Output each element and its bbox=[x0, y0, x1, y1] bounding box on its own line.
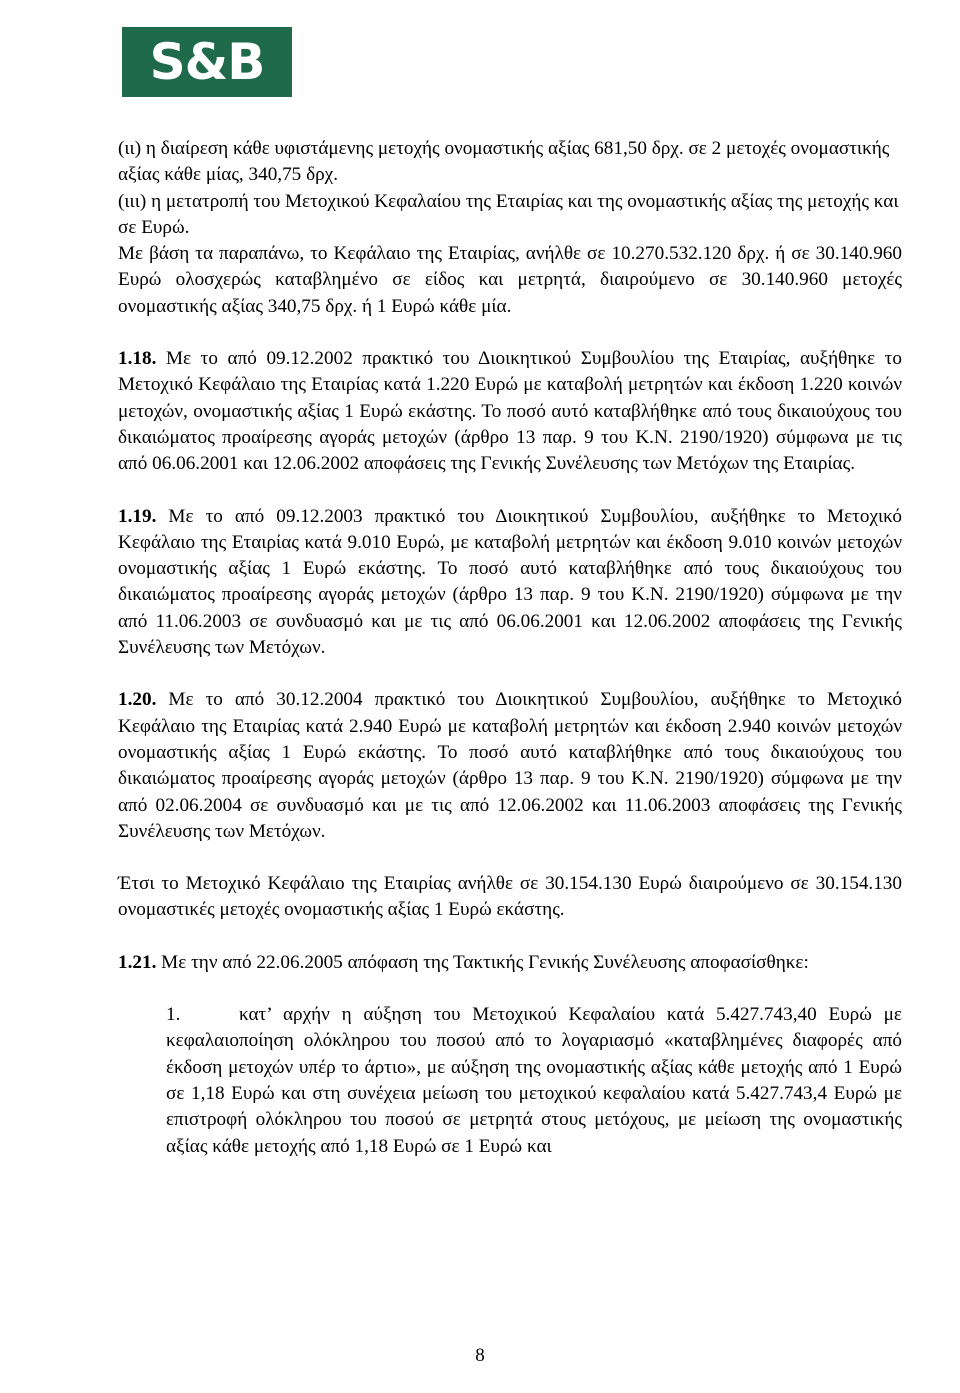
list-item-number: 1. bbox=[166, 1004, 181, 1026]
section-1-20 bbox=[118, 687, 902, 845]
section-number: 1.19. bbox=[118, 505, 157, 527]
section-1-19 bbox=[118, 504, 902, 662]
page-number: 8 bbox=[475, 1345, 485, 1366]
logo-text: S&B bbox=[149, 33, 265, 91]
section-text: Με το από 30.12.2004 πρακτικό του Διοικητικού Συμβουλίου, αυξήθηκε το Μετοχικό Κεφάλαιο της Εταιρίας κατά 2.940 Ευρώ με καταβολή μετρητών και έκδοση 2.940 κοινών μετοχών ονομαστικής αξίας 1 Ευρώ εκάστης. Το ποσό αυτό καταβλήθηκε από τους δικαιούχους του δικαιώματος προαίρεσης αγοράς μετοχών (άρθρο 13 παρ. 9 του Κ.Ν. 2190/1920) σύμφωνα με την από 02.06.2004 σε συνδυασμό και με τις από 12.06.2002 και 11.06.2003 αποφάσεις της Γενικής Συνέλευσης των Μετόχων. bbox=[118, 689, 902, 842]
section-1-21 bbox=[118, 950, 902, 976]
section-number: 1.18. bbox=[118, 348, 157, 370]
paragraph-split-shares: (ιι) η διαίρεση κάθε υφιστάμενης μετοχής ονομαστικής αξίας 681,50 δρχ. σε 2 μετοχές ονομαστικής αξίας κάθε μίας, 340,75 δρχ. bbox=[118, 138, 890, 186]
company-logo bbox=[122, 27, 292, 97]
section-number: 1.20. bbox=[118, 689, 157, 711]
paragraph-summary: Έτσι το Μετοχικό Κεφάλαιο της Εταιρίας ανήλθε σε 30.154.130 Ευρώ διαιρούμενο σε 30.154.130 ονομαστικές μετοχές ονομαστικής αξίας 1 Ευρώ εκάστης. bbox=[118, 873, 902, 921]
section-text: Με το από 09.12.2003 πρακτικό του Διοικητικού Συμβουλίου, αυξήθηκε το Μετοχικό Κεφάλαιο της Εταιρίας κατά 9.010 Ευρώ, με καταβολή μετρητών και έκδοση 9.010 κοινών μετοχών ονομαστικής αξίας 1 Ευρώ εκάστης. Το ποσό αυτό καταβλήθηκε από τους δικαιούχους του δικαιώματος προαίρεσης αγοράς μετοχών (άρθρο 13 παρ. 9 του Κ.Ν. 2190/1920) σύμφωνα με την από 11.06.2003 σε συνδυασμό και με τις από 06.06.2001 και 12.06.2002 αποφάσεις της Γενικής Συνέλευσης των Μετόχων. bbox=[118, 505, 902, 659]
paragraph-capital-result: Με βάση τα παραπάνω, το Κεφάλαιο της Εταιρίας, ανήλθε σε 10.270.532.120 δρχ. ή σε 30.140.960 Ευρώ ολοσχερώς καταβλημένο σε είδος και μετρητά, διαιρούμενο σε 30.140.960 μετοχές ονομαστικής αξίας 340,75 δρχ. ή 1 Ευρώ κάθε μία. bbox=[118, 243, 902, 317]
paragraph-euro-conversion: (ιιι) η μετατροπή του Μετοχικού Κεφαλαίου της Εταιρίας και της ονομαστικής αξίας της μετοχής και σε Ευρώ. bbox=[118, 190, 899, 238]
list-item-text: κατ’ αρχήν η αύξηση του Μετοχικού Κεφαλαίου κατά 5.427.743,40 Ευρώ με κεφαλαιοποίηση ολόκληρου του ποσού από το λογαριασμό «καταβλημένες διαφορές από έκδοση μετοχών υπέρ το άρτιο», με αύξηση της ονομαστικής αξίας κάθε μετοχής από 1 Ευρώ σε 1,18 Ευρώ και στη συνέχεια μείωση του μετοχικού κεφαλαίου κατά 5.427.743,4 Ευρώ με επιστροφή ολόκληρου του ποσού σε μετρητά στους μετόχους, με μείωση της ονομαστικής αξίας κάθε μετοχής από 1,18 Ευρώ σε 1 Ευρώ και bbox=[166, 1004, 902, 1157]
document-body bbox=[118, 136, 902, 1160]
section-text: Με το από 09.12.2002 πρακτικό του Διοικητικού Συμβουλίου της Εταιρίας, αυξήθηκε το Μετοχικό Κεφάλαιο της Εταιρίας κατά 1.220 Ευρώ με καταβολή μετρητών και έκδοση 1.220 κοινών μετοχών, ονομαστικής αξίας 1 Ευρώ εκάστης. Το ποσό αυτό καταβλήθηκε από τους δικαιούχους του δικαιώματος προαίρεσης αγοράς μετοχών (άρθρο 13 παρ. 9 του Κ.Ν. 2190/1920) σύμφωνα με τις από 06.06.2001 και 12.06.2002 αποφάσεις της Γενικής Συνέλευσης των Μετόχων της Εταιρίας. bbox=[118, 348, 902, 475]
section-number: 1.21. bbox=[118, 951, 157, 973]
section-text: Με την από 22.06.2005 απόφαση της Τακτικής Γενικής Συνέλευσης αποφασίσθηκε: bbox=[156, 951, 809, 973]
list-item bbox=[118, 1002, 902, 1160]
section-1-18 bbox=[118, 346, 902, 477]
